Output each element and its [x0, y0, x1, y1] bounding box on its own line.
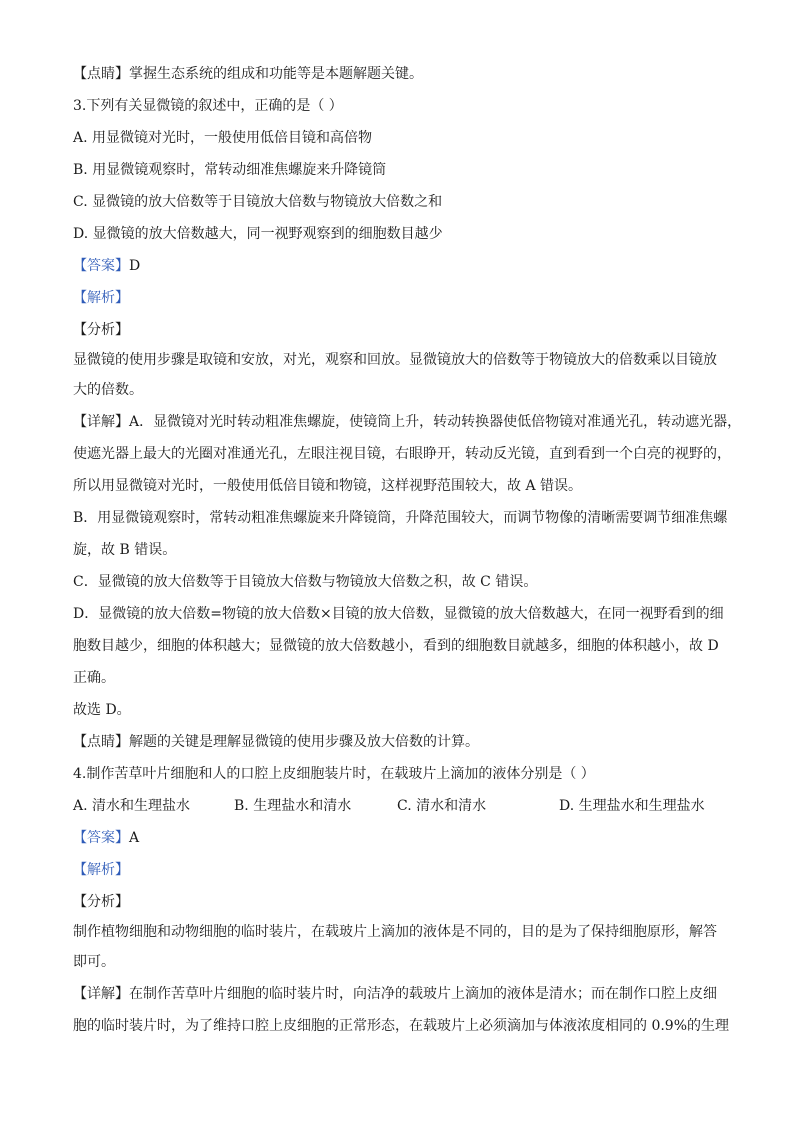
option-item: A. 清水和生理盐水 [73, 798, 191, 814]
text-line [73, 64, 723, 84]
text-line [73, 508, 728, 528]
text-content: 显微镜的使用步骤是取镜和安放，对光，观察和回放。显微镜放大的倍数等于物镜放大的倍数乘以目镜放 [73, 352, 717, 368]
text-line [73, 540, 723, 560]
text-content: 4.制作苦草叶片细胞和人的口腔上皮细胞装片时，在载玻片上滴加的液体分别是（ ） [73, 766, 595, 782]
text-content: 掌握生态系统的组成和功能等是本题解题关键。 [129, 66, 423, 82]
text-line [73, 350, 723, 370]
text-content: 【点睛】解题的关键是理解显微镜的使用步骤及放大倍数的计算。 [73, 734, 479, 750]
text-content: C. 显微镜的放大倍数等于目镜放大倍数与物镜放大倍数之和 [73, 194, 443, 210]
text-content: 3.下列有关显微镜的叙述中，正确的是（ ） [73, 98, 343, 114]
text-content: A. 用显微镜对光时，一般使用低倍目镜和高倍物 [73, 130, 373, 146]
text-line [73, 256, 723, 276]
text-content: 所以用显微镜对光时，一般使用低倍目镜和物镜，这样视野范围较大，故 A 错误。 [73, 478, 583, 494]
text-line [73, 892, 723, 912]
text-content: 大的倍数。 [73, 382, 143, 398]
text-content: B. 用显微镜观察时，常转动细准焦螺旋来升降镜筒 [73, 162, 387, 178]
text-line [73, 700, 723, 720]
text-line [73, 412, 742, 432]
text-content: 【分析】 [73, 894, 129, 910]
analysis-tag: 【解析】 [73, 862, 129, 878]
option-item: D. 生理盐水和生理盐水 [559, 798, 705, 814]
text-content: 【详解】A．显微镜对光时转动粗准焦螺旋，使镜筒上升，转动转换器使低倍物镜对准通光孔，转动遮光器， [73, 414, 742, 430]
option-item: C. 清水和清水 [397, 798, 487, 814]
text-content: 制作植物细胞和动物细胞的临时装片，在载玻片上滴加的液体是不同的，目的是为了保持细胞原形，解答 [73, 924, 717, 940]
text-line [73, 922, 723, 942]
text-line [73, 320, 723, 340]
answer-value: D [129, 258, 141, 274]
text-content: D. 显微镜的放大倍数越大，同一视野观察到的细胞数目越少 [73, 226, 443, 242]
text-line [73, 636, 723, 656]
text-line [73, 476, 723, 496]
text-line [73, 764, 723, 784]
text-line [73, 984, 723, 1004]
answer-tag: 【答案】 [73, 258, 129, 274]
text-content: 使遮光器上最大的光圈对准通光孔，左眼注视目镜，右眼睁开，转动反光镜，直到看到一个白亮的视野的， [73, 446, 731, 462]
text-line [73, 444, 731, 464]
text-content: C．显微镜的放大倍数等于目镜放大倍数与物镜放大倍数之积，故 C 错误。 [73, 574, 538, 590]
text-line [73, 380, 723, 400]
text-content: 故选 D。 [73, 702, 131, 718]
text-line [73, 952, 723, 972]
text-content: 旋，故 B 错误。 [73, 542, 177, 558]
text-line [73, 128, 723, 148]
text-line [73, 572, 723, 592]
text-line [73, 288, 723, 308]
text-line [73, 668, 723, 688]
text-content: 即可。 [73, 954, 115, 970]
text-line [73, 192, 723, 212]
text-line [73, 828, 723, 848]
text-content: 胞数目越少，细胞的体积越大；显微镜的放大倍数越小，看到的细胞数目就越多，细胞的体积越小，故 D [73, 638, 719, 654]
text-content: 【详解】在制作苦草叶片细胞的临时装片时，向洁净的载玻片上滴加的液体是清水；而在制作口腔上皮细 [73, 986, 717, 1002]
text-line [73, 224, 723, 244]
text-line [73, 604, 723, 624]
text-line [73, 732, 723, 752]
text-line [73, 96, 723, 116]
text-content: B．用显微镜观察时，常转动粗准焦螺旋来升降镜筒，升降范围较大，而调节物像的清晰需要调节细准焦螺 [73, 510, 728, 526]
text-content: 胞的临时装片时，为了维持口腔上皮细胞的正常形态，在载玻片上必须滴加与体液浓度相同的 0.9%的生理 [73, 1018, 730, 1034]
text-content: D．显微镜的放大倍数=物镜的放大倍数×目镜的放大倍数，显微镜的放大倍数越大，在同一视野看到的细 [73, 606, 724, 622]
section-tag: 【点睛】 [73, 66, 129, 82]
analysis-tag: 【解析】 [73, 290, 129, 306]
text-line [73, 1016, 730, 1036]
text-line [73, 160, 723, 180]
option-item: B. 生理盐水和清水 [234, 798, 352, 814]
answer-value: A [129, 830, 140, 846]
answer-tag: 【答案】 [73, 830, 129, 846]
text-line [73, 860, 723, 880]
text-content: 正确。 [73, 670, 115, 686]
text-content: 【分析】 [73, 322, 129, 338]
